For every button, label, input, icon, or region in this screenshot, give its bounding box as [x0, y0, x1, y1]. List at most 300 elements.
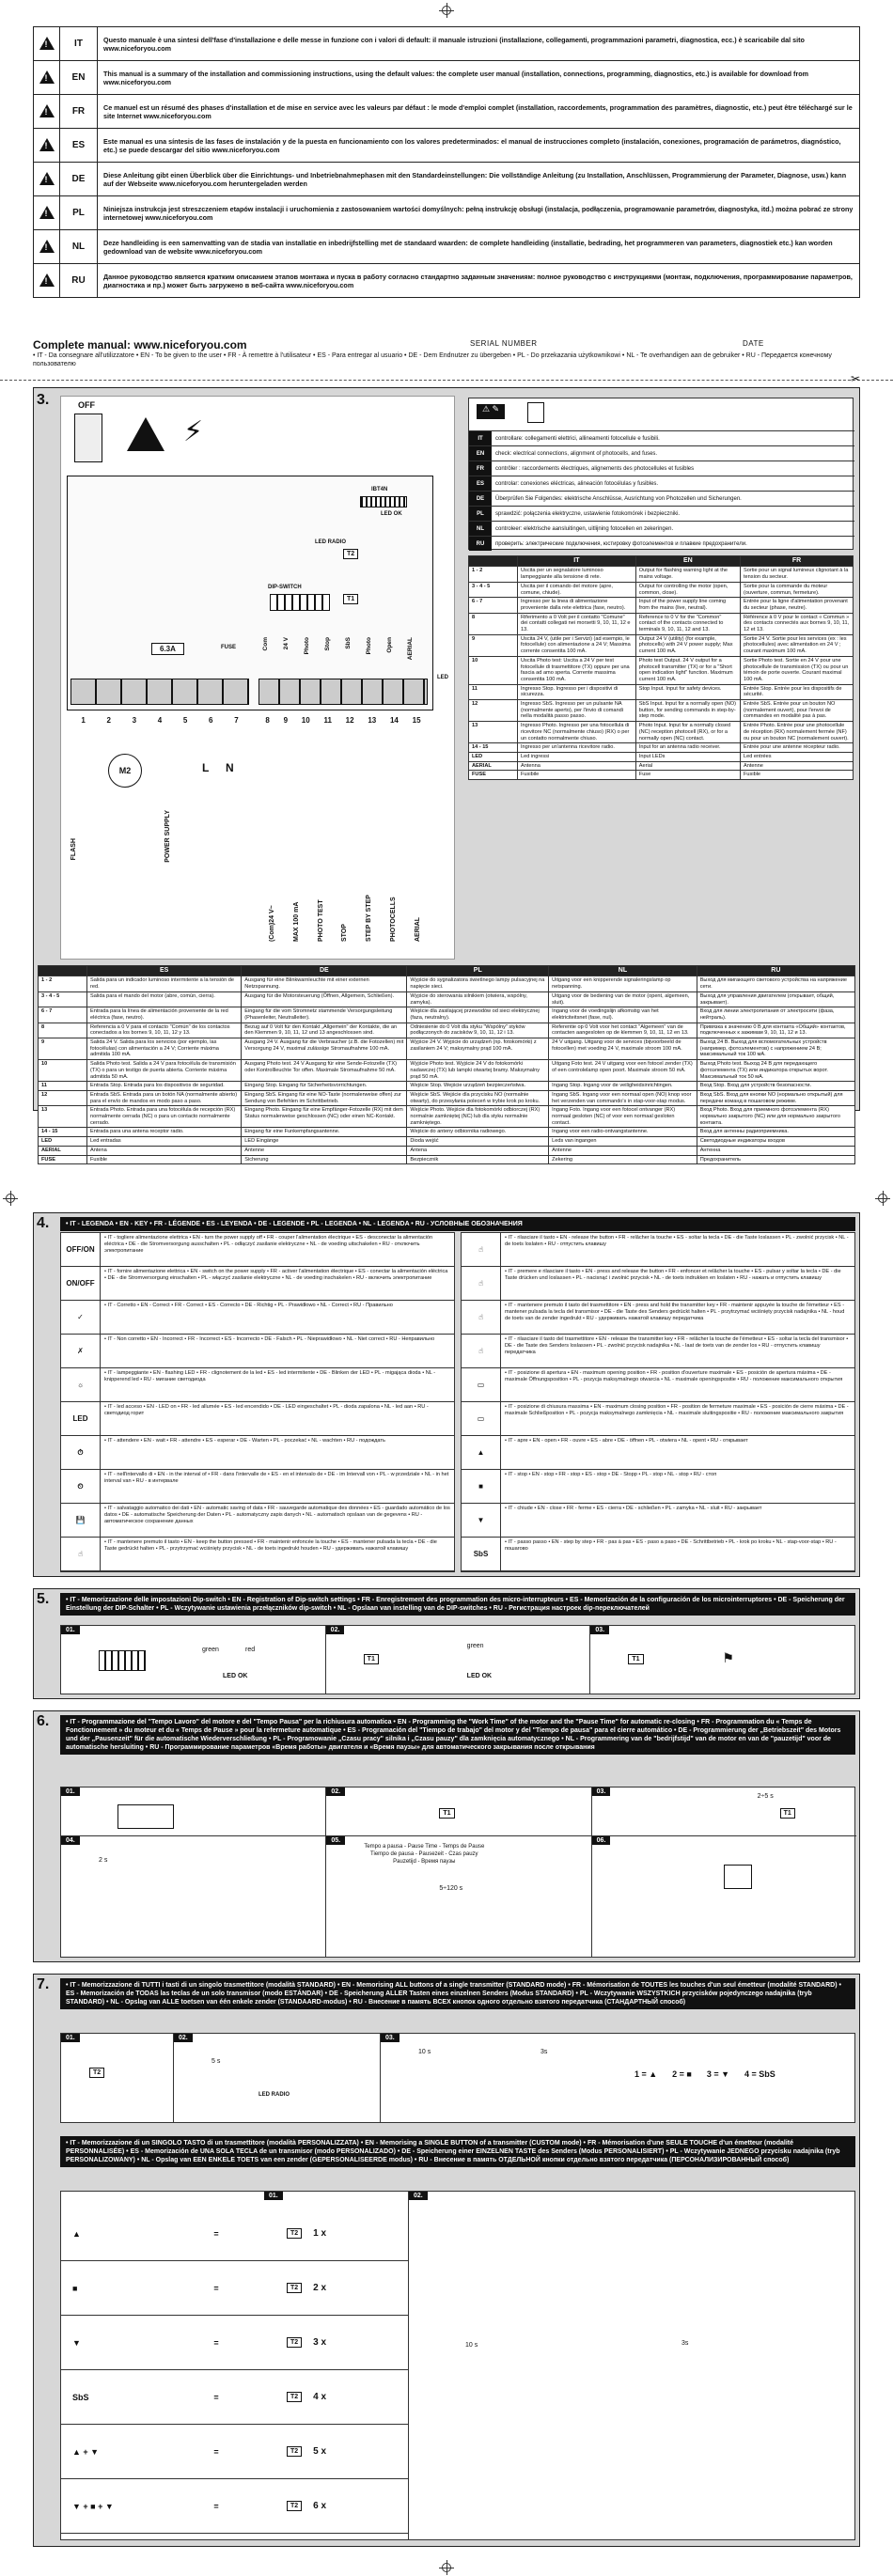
legend-text: • IT - attendere • EN - wait • FR - attendre • ES - esperar • DE - Warten • PL - poczekać • NL - wachten • RU - подождать [104, 1438, 385, 1444]
switch-icon [527, 402, 544, 423]
check-row-fr [469, 461, 854, 476]
table-row [469, 722, 854, 743]
table-cell: Led ingressi [518, 752, 636, 761]
table-cell: Riferimento a 0 Volt per il contatto "Comune" dei contatti collegati nei morsetti 9, 10, 11, 12 e 13. [518, 613, 636, 634]
check-text: Überprüfen Sie Folgendes: elektrische Anschlüsse, Ausrichtung von Photozellen und Sicherungen. [495, 495, 742, 502]
table-header: EN [635, 556, 740, 567]
scissors-icon: ✂ [851, 372, 861, 385]
ibt4n-connector [360, 496, 407, 507]
table-cell: Eingang Stop. Eingang für Sicherheitsvorrichtungen. [242, 1082, 407, 1091]
table-cell: Выход для управления двигателем (открывает, общий, закрывает). [697, 991, 854, 1007]
legend-row [61, 1538, 454, 1571]
table-row [469, 771, 854, 780]
check-text: contrôler : raccordements électriques, alignements des photocellules et fusibles [495, 465, 695, 472]
language-text: Questo manuale è una sintesi dell'fase d'installazione e delle messe in funzione con i valori di default: il manuale istruzioni (installazione, collegamenti, programmazioni parametri, diagnostica, ecc.) è scaricabile dal sito www.niceforyou.com [98, 27, 860, 61]
legend-left-column [60, 1232, 455, 1572]
terminal-key: 12 [469, 700, 518, 722]
legend-text: • IT - lampeggiante • EN - flashing LED • FR - clignotement de la led • ES - led intermitente • DE - Blinken der LED • PL - migająca dioda • NL - knipperend led • RU - мигание светодиода [104, 1370, 436, 1382]
power-supply-label: POWER SUPPLY [164, 810, 171, 863]
terminal-function-labels [260, 754, 430, 942]
warning-icon [34, 163, 60, 196]
green-label-2: green [466, 1643, 484, 1649]
registration-mark-top [442, 6, 451, 15]
check-panel [468, 398, 854, 550]
table-cell: Eingang Photo. Eingang für eine Empfänger-Fotozelle (RX) mit dem Status normalerweise geschlossen (NC) oder einen NC-Kontakt. [242, 1106, 407, 1128]
step-2: 02. T1 green LED OK [326, 1626, 591, 1694]
legend-icon: ☝ [462, 1233, 501, 1266]
legend-icon: ☝ [462, 1335, 501, 1367]
table-cell: Ausgang für eine Blinkwarnleuchte mit einer externen Netzspannung. [242, 976, 407, 991]
check-text: sprawdzić: połączenia elektryczne, ustawienie fotokomórek i bezpieczniki. [495, 510, 681, 517]
wait-10s-b: 10 s [465, 2342, 478, 2349]
complete-manual-title: Complete manual: www.niceforyou.com [33, 338, 247, 351]
dip-switch-icon [99, 1650, 146, 1671]
terminal-key: 3 - 4 - 5 [469, 582, 518, 597]
flash-label: FLASH [70, 838, 77, 861]
custom-mode-header: • IT - Memorizzazione di un SINGOLO TASTO di un trasmettitore (modalità PERSONALIZZATA) • EN - Memorising a SINGLE BUTTON of a transmitter (CUSTOM mode) • FR - Mémorisation d'une SEULE TOUCHE d'un émetteur (modalité PERSONNALISÉE) • ES - Memorización de UNA SOLA TECLA de un transmisor (modo PERSONALIZADO) • DE - Speicherung einer EINZELNEN TASTE des Senders (Modus PERSONALISIERT) • PL - Wczytywanie JEDNEGO przycisku nadajnika (tryb PERSONALIZOWANY) • NL - Opslag van EEN ENKELE TOETS van een zender (GEPERSONALISEERDE modus) • RU - Внесение в память ОТДЕЛЬНОЙ кнопки отдельно взятого передатчика (ПЕРСОНАЛИЗИРОВАННЫЙ способ) [60, 2136, 855, 2167]
equals-sign: = [213, 2446, 219, 2457]
language-row-pl [34, 196, 860, 230]
table-cell: Uscita per il comando del motore (apre, comune, chiude). [518, 582, 636, 597]
check-lang: EN [469, 446, 492, 461]
table-header: FR [741, 556, 854, 567]
wait-10s: 10 s [418, 2049, 431, 2055]
led-radio-label: LED RADIO [315, 539, 346, 545]
terminal-key: 1 - 2 [469, 567, 518, 582]
custom-symbol: ▼ + ■ + ▼ [72, 2501, 114, 2511]
control-board [67, 476, 433, 710]
legend-text: • IT - nell'intervallo di • EN - in the interval of • FR - dans l'intervalle de • ES - en el intervalo de • DE - im Intervall von • PL - w przedziale • NL - in het interval van • RU - в интервале [104, 1472, 449, 1484]
table-cell: Sortie pour un signal lumineux clignotant à la tension du secteur. [741, 567, 854, 582]
legend-row [462, 1538, 854, 1571]
step-1: 01. green red LED OK [61, 1626, 326, 1694]
table-cell: Выход для мигающего светового устройства на напряжение сети. [697, 976, 854, 991]
table-cell: Ausgang für die Motorsteuerung (Öffnen, Allgemein, Schließen). [242, 991, 407, 1007]
table-header: IT [518, 556, 636, 567]
wait-3s: 3s [540, 2049, 548, 2055]
date-label: DATE [743, 339, 764, 348]
led-ok-label-2: LED OK [466, 1673, 493, 1679]
legend-row [462, 1233, 854, 1267]
table-cell: Uscita per un segnalatore luminoso lampeggiante alla tensione di rete. [518, 567, 636, 582]
table-cell: Wejście SbS. Wejście dla przycisku NO (normalnie otwarty), do przesyłania poleceń w trybie krok po kroku. [407, 1090, 549, 1105]
terminal-key: 11 [39, 1082, 87, 1091]
t1-button-icon: T1 [364, 1654, 379, 1664]
table-cell: Вход Stop. Вход для устройств безопасности. [697, 1082, 854, 1091]
led-radio-label-2: LED RADIO [258, 2092, 290, 2098]
table-row [39, 1137, 855, 1147]
check-lang: NL [469, 522, 492, 536]
motor-m2: M2 [108, 754, 142, 788]
table-cell: Entrada Photo. Entrada para una fotocélula de recepción (RX) normalmente cerrada (NC) o para un contacto normalmente cerrado. [87, 1106, 242, 1128]
table-row [469, 598, 854, 613]
table-header [469, 556, 518, 567]
terminal-key: 10 [469, 656, 518, 684]
equals-sign: = [213, 2283, 219, 2293]
custom-symbol: ▲ [72, 2228, 81, 2239]
fuse-label: FUSE [221, 645, 237, 650]
custom-mode-steps: 01. ▲ = T2 1 x ■ = T2 2 x ▼ = T2 3 x SbS = T2 4 x ▲ + ▼ = T2 5 x ▼ + ■ + ▼ = T2 6 x 02. 10 s 3s [60, 2191, 855, 2540]
t2-button-icon: T2 [89, 2068, 104, 2078]
table-cell: Ingang Stop. Ingang voor de veiligheidsinrichtingen. [549, 1082, 697, 1091]
button-mapping-item: 3 = ▼ [706, 2069, 730, 2079]
terminal-short-label: Photo [304, 637, 310, 655]
custom-row [61, 2370, 409, 2425]
table-cell: Wejście Photo. Wejście dla fotokomórki odbiorczej (RX) normalnie zamkniętej (NC) lub dla styku normalnie zamkniętego. [407, 1106, 549, 1128]
legend-icon: ▲ [462, 1436, 501, 1469]
legend-row [61, 1402, 454, 1436]
button-mapping-item: 2 = ■ [672, 2069, 692, 2079]
check-lang: IT [469, 431, 492, 445]
check-text: controleer: elektrische aansluitingen, uitlijning fotocellen en zekeringen. [495, 525, 674, 532]
table-cell: Leds van ingangen [549, 1137, 697, 1147]
table-cell: Wejście do anteny odbiornika radiowego. [407, 1128, 549, 1137]
table-cell: Bezug auf 0 Volt für den Kontakt „Allgemein" der Kontakte, die an den Klemmen 9, 10, 11, 12 und 13 angeschlossen sind. [242, 1023, 407, 1038]
table-cell: Вход SbS. Вход для кнопки NO (нормально открытый) для передачи команд в пошаговом режиме. [697, 1090, 854, 1105]
check-row-nl [469, 521, 854, 536]
button-mapping [634, 2069, 776, 2079]
legend-text: • IT - stop • EN - stop • FR - stop • ES - stop • DE - Stopp • PL - stop • NL - stop • RU - стоп [505, 1472, 717, 1477]
section-6 [33, 1710, 860, 1962]
terminal-short-label: Stop [324, 637, 331, 651]
custom-symbol: ▲ + ▼ [72, 2446, 100, 2457]
terminal-numbers-left [70, 716, 249, 725]
table-cell: Entrée SbS. Entrée pour un bouton NO (normalement ouvert), pour l'envoi de commandes en modalité pas à pas. [741, 700, 854, 722]
custom-row [61, 2316, 409, 2370]
warning-icon [34, 196, 60, 230]
warning-icon [34, 27, 60, 61]
t2-button-icon: T2 [287, 2446, 302, 2457]
check-row-es [469, 476, 854, 491]
terminal-table-2 [38, 965, 855, 1164]
legend-icon: ☝ [462, 1267, 501, 1300]
table-cell: Wyjście 24 V. Wyjście do urządzeń (np. fotokomórki) z zasilaniem 24 V; maksymalny prąd 100 mA. [407, 1038, 549, 1060]
t1-button-icon-4: T1 [780, 1808, 795, 1819]
flag-icon: ⚑ [722, 1650, 734, 1665]
legend-text: • IT - mantenere premuto il tasto del trasmettitore • EN - press and hold the transmitter key • FR - maintenir appuyée la touche de l'émetteur • ES - mantener pulsada la tecla del transmisor • DE - die Taste des Senders gedrückt halten • PL - przytrzymać wciśnięty przycisk nadajnika • NL - houd de toets van de zender ingedrukt • RU - удерживать нажатой клавишу передатчика [505, 1303, 845, 1321]
legend-icon: ON/OFF [61, 1267, 101, 1300]
terminal-key: 3 - 4 - 5 [39, 991, 87, 1007]
check-text: controlar: conexiones eléctricas, alineación fotocélulas y fusibles. [495, 480, 659, 487]
terminal-key: AERIAL [39, 1146, 87, 1155]
breaker-icon [74, 414, 102, 462]
legend-header: • IT - LEGENDA • EN - KEY • FR - LÉGENDE • ES - LEYENDA • DE - LEGENDE • PL - LEGENDA • NL - LEGENDA • RU - УСЛОВНЫЕ ОБОЗНАЧЕНИЯ [60, 1217, 855, 1231]
t1-button[interactable]: T1 [343, 594, 358, 604]
legend-text: • IT - rilasciare il tasto del trasmettitore • EN - release the transmitter key • FR - relâcher la touche de l'émetteur • ES - soltar la tecla del transmisor • DE - die Taste des Senders loslassen • PL - zwolnić przycisk nadajnika • NL - laat de toets van de zender los • RU - отпустить клавишу передатчика [505, 1336, 849, 1355]
legend-row [61, 1436, 454, 1470]
table-cell: Ingresso Photo. Ingresso per una fotocellula di ricevitore NC (normalmente chiuso) (RX) o per un contatto normalmente chiuso. [518, 722, 636, 743]
table-cell: Fusible [741, 771, 854, 780]
table-row [39, 1090, 855, 1105]
equals-sign: = [213, 2228, 219, 2239]
table-cell: Output 24 V (utility) (for example, photocells) with 24 V power supply; Max current 100 mA. [635, 634, 740, 656]
table-cell: Ingang voor de voedingslijn afkomstig van het elektriciteitsnet (fase, nul). [549, 1007, 697, 1023]
table-cell: Ausgang Photo test. 24 V Ausgang für eine Sende-Fotozelle (TX) oder Kontrollleuchte Tor offen. Maximale Stromaufnahme 50 mA. [242, 1060, 407, 1082]
table-cell: Антенна [697, 1146, 854, 1155]
terminal-key: 8 [469, 613, 518, 634]
legend-icon: LED [61, 1402, 101, 1435]
table-header: NL [549, 966, 697, 976]
legend-row [61, 1504, 454, 1538]
wait-5s: 5 s [212, 2058, 221, 2065]
warning-icon [127, 417, 164, 451]
legend-icon: ⏲ [61, 1470, 101, 1503]
legend-row [61, 1470, 454, 1504]
table-cell: Referencia a 0 V para el contacto "Común" de los contactos conectados a los bornes 9, 10, 11, 12 y 13. [87, 1023, 242, 1038]
legend-text: • IT - togliere alimentazione elettrica • EN - turn the power supply off • FR - couper l'alimentation électrique • ES - desconectar la alimentación eléctrica • DE - die Stromversorgung ausschalten • PL - odłączyć zasilanie elektryczne • NL - de voeding uitschakelen • RU - отключить электропитание [104, 1235, 433, 1254]
terminal-number: 3 [132, 716, 137, 725]
table-row [39, 991, 855, 1007]
table-cell: Предохранитель [697, 1155, 854, 1164]
table-cell: Sicherung [242, 1155, 407, 1164]
check-row-ru [469, 536, 854, 551]
check-text: controllare: collegamenti elettrici, allineamenti fotocellule e fusibili. [495, 435, 660, 442]
legend-text: • IT - chiude • EN - close • FR - ferme • ES - cierra • DE - schließen • PL - zamyka • NL - sluit • RU - закрывает [505, 1506, 762, 1511]
custom-symbol: ■ [72, 2283, 78, 2293]
table-row [39, 1155, 855, 1164]
registration-mark-bottom [442, 2563, 451, 2572]
legend-icon: ▭ [462, 1402, 501, 1435]
terminal-key: 12 [39, 1090, 87, 1105]
time-2-5s: 2÷5 s [757, 1793, 774, 1800]
dip-switch-label: DIP-SWITCH [268, 585, 302, 590]
table-cell: Photo test Output. 24 V output for a photocell transmitter (TX) or for a "Short open indication light" function. Maximum current 100 mA. [635, 656, 740, 684]
language-row-ru [34, 264, 860, 298]
legend-row [462, 1368, 854, 1402]
section-4-number: 4. [37, 1215, 50, 1231]
custom-row [61, 2479, 409, 2534]
table-cell: Ingang voor een radio-ontvangstantenne. [549, 1128, 697, 1137]
table-cell: Ausgang 24 V. Ausgang für die Verbraucher (z.B. die Fotozellen) mit Versorgung 24 V, maximal zulässige Stromaufnahme 100 mA. [242, 1038, 407, 1060]
table-cell: Eingang für eine Funkempfangsantenne. [242, 1128, 407, 1137]
check-rows [469, 430, 854, 551]
language-text: Ce manuel est un résumé des phases d'installation et de mise en service avec les valeurs par défaut : le mode d'emploi complet (installation, raccordements, programmation des paramètres, diagnostic, etc.) peut être téléchargé sur le site Internet www.niceforyou.com [98, 95, 860, 129]
terminal-key: 6 - 7 [469, 598, 518, 613]
terminal-number: 7 [234, 716, 239, 725]
table-cell: Led entradas [87, 1137, 242, 1147]
terminal-key: AERIAL [469, 761, 518, 771]
legend-row [462, 1335, 854, 1368]
tools-icon: ⚠ ✎ [477, 404, 505, 419]
terminal-function-label: PHOTO TEST [317, 899, 324, 942]
red-label: red [245, 1647, 256, 1653]
dip-switch[interactable] [270, 594, 330, 611]
press-count: 2 x [313, 2283, 327, 2293]
table-row [469, 634, 854, 656]
t2-button[interactable]: T2 [343, 549, 358, 559]
table-row [469, 613, 854, 634]
standard-mode-header: • IT - Memorizzazione di TUTTI i tasti di un singolo trasmettitore (modalità STANDARD) • EN - Memorising ALL buttons of a single transmitter (STANDARD mode) • FR - Mémorisation de TOUTES les touches d'un seul émetteur (modalité STANDARD) • ES - Memorización de TODAS las teclas de un solo transmisor (modo ESTÁNDAR) • DE - Speicherung ALLER Tasten eines einzelnen Senders (Modus STANDARD) • PL - Wczytywanie WSZYSTKICH przycisków pojedynczego nadajnika (tryb STANDARD) • NL - Opslag van ALLE toetsen van één enkele zender (STANDAARD-modus) • RU - Внесение в память ВСЕХ кнопок одного отдельно взятого передатчика (СТАНДАРТНЫЙ способ) [60, 1978, 855, 2009]
custom-symbol: ▼ [72, 2337, 81, 2348]
legend-row [61, 1301, 454, 1335]
table-cell: Odniesienie do 0 Volt dla styku "Wspólny" styków podłączonych do zacisków 9, 10, 11, 12 i 13. [407, 1023, 549, 1038]
step-row-2: 04. 2 s 05. Tempo a pausa - Pause Time - Temps de Pause Tiempo de pausa - Pausezeit - Czas pauzy Pauzetijd - Время паузы 5÷120 s 06. [61, 1836, 856, 1957]
legend-icon: ☝ [462, 1301, 501, 1334]
table-cell: Ingresso SbS. Ingresso per un pulsante NA (normalmente aperto), per l'invio di comandi nella modalità passo passo. [518, 700, 636, 722]
serial-number-label: SERIAL NUMBER [470, 339, 538, 348]
terminal-short-label: AERIAL [407, 637, 414, 661]
legend-row [462, 1436, 854, 1470]
terminal-numbers-right [258, 716, 428, 725]
terminal-function-label: STOP [341, 924, 349, 942]
table-cell: Zekering [549, 1155, 697, 1164]
language-code: IT [60, 27, 98, 61]
table-cell: Uitgang Foto test. 24 V uitgang voor een fotocel zender (TX) of een controlelamp open poort. Maximale stroom 50 mA. [549, 1060, 697, 1082]
terminal-block-right [258, 679, 428, 705]
table-row [469, 700, 854, 722]
language-code: PL [60, 196, 98, 230]
equals-sign: = [213, 2501, 219, 2511]
table-cell: Ingang SbS. Ingang voor een normaal open (NO) knop voor het verzenden van commando's in stap-voor-stap modus. [549, 1090, 697, 1105]
check-lang: ES [469, 476, 492, 491]
terminal-key: 9 [469, 634, 518, 656]
section-7 [33, 1974, 860, 2547]
gate-icon-2 [724, 1865, 752, 1889]
table-cell: Ingang Foto. Ingang voor een fotocel ontvanger (RX) normaal gesloten (NC) of voor een normaal gesloten contact. [549, 1106, 697, 1128]
off-label: OFF [78, 400, 95, 410]
custom-symbol: SbS [72, 2392, 89, 2402]
legend-row [462, 1301, 854, 1335]
table-cell: Entrée pour la ligne d'alimentation provenant du secteur (phase, neutre). [741, 598, 854, 613]
language-text: Данное руководство является кратким описанием этапов монтажа и пуска в работу согласно стандартно заданным значениям: полное руководство с инструкциями (монтаж, подключения, программирование параметров, диагностика и пр.) может быть загружено в веб-сайта www.niceforyou.com [98, 264, 860, 298]
terminal-number: 11 [323, 716, 332, 725]
table-header: ES [87, 966, 242, 976]
check-row-it [469, 430, 854, 445]
language-text: Deze handleiding is een samenvatting van de stadia van installatie en inbedrijfstelling met de standaard waarden: de complete handleiding (installatie, bedrading, het programmeren van parameters, diagnostiek etc.) kan worden gedownload van de website www.niceforyou.com [98, 230, 860, 264]
table-row [39, 1023, 855, 1038]
table-cell: Output for flashing warning light at the mains voltage. [635, 567, 740, 582]
check-lang: PL [469, 507, 492, 521]
l-label: L [202, 761, 210, 774]
table-header: PL [407, 966, 549, 976]
led-ok-label: LED OK [223, 1673, 248, 1679]
language-text: Este manual es una síntesis de las fases de instalación y de la puesta en funcionamiento con los valores predeterminados: el manual de instrucciones completo (instalación, conexiones, programación de parámetros, diagnóstico, etc.) se puede descargar del sitio www.niceforyou.com [98, 129, 860, 163]
table-cell: 24 V uitgang. Uitgang voor de services (bijvoorbeeld de fotocellen) met voeding 24 V, maximale stroom 100 mA. [549, 1038, 697, 1060]
terminal-key: FUSE [469, 771, 518, 780]
legend-text: • IT - apre • EN - open • FR - ouvre • ES - abre • DE - öffnen • PL - otwiera • NL - opent • RU - открывает [505, 1438, 748, 1444]
terminal-number: 4 [157, 716, 163, 725]
table-cell: Uscita Photo test: Uscita a 24 V per test fotocellule di trasmettitore (TX) oppure per una fascia ad amo sperta. Corrente massima consentita 100 mA. [518, 656, 636, 684]
table-cell: LED Eingänge [242, 1137, 407, 1147]
legend-icon: ☝ [61, 1538, 101, 1570]
table-cell: Bezpiecznik [407, 1155, 549, 1164]
table-cell: Привязка к значению 0 В для контакта «Общий» контактов, подключенных к зажимам 9, 10, 11, 12 и 13. [697, 1023, 854, 1038]
section-6-number: 6. [37, 1713, 50, 1729]
ibt4n-label: IBT4N [371, 487, 388, 492]
section-7-number: 7. [37, 1976, 50, 1992]
table-cell: Photo Input. Input for a normally closed (NC) reception photocell (RX), or for a normally open (NC) contact. [635, 722, 740, 743]
table-cell: Antena [407, 1146, 549, 1155]
terminal-number: 14 [389, 716, 399, 725]
table-cell: Output for controlling the motor (open, common, close). [635, 582, 740, 597]
legend-text: • IT - premere e rilasciare il tasto • EN - press and release the button • FR - enfoncer et relâcher la touche • ES - pulsar y soltar la tecla • DE - die Taste drücken und loslassen • PL - nacisnąć i zwolnić przycisk • NL - de toets indrukken en loslaten • RU - нажать и отпустить клавишу [505, 1269, 841, 1281]
check-lang: RU [469, 537, 492, 551]
language-text: Niniejsza instrukcja jest streszczeniem etapów instalacji i uruchomienia z zastosowaniem wartości domyślnych: pełną instrukcję obsługi (instalacja, podłączenia, programowanie parametrów, diagnostyka, itd.) można pobrać ze strony internetowej www.niceforyou.com [98, 196, 860, 230]
table-cell: Reference to 0 V for the "Common" contact of the contacts connected to terminals 9, 10, 11, 12 and 13. [635, 613, 740, 634]
lightning-icon: ⚡ [183, 416, 204, 447]
press-count: 4 x [313, 2392, 327, 2402]
terminal-key: 13 [469, 722, 518, 743]
terminal-key: 13 [39, 1106, 87, 1128]
table-cell: Salida para un indicador luminoso intermitente a la tensión de red. [87, 976, 242, 991]
legend-icon: ▼ [462, 1504, 501, 1537]
button-mapping-item: 1 = ▲ [634, 2069, 658, 2079]
terminal-block-left [70, 679, 249, 705]
legend-icon: OFF/ON [61, 1233, 101, 1266]
terminal-key: 14 - 15 [469, 743, 518, 753]
table-cell: Sortie Photo test. Sortie en 24 V pour une photocellule de transmission (TX) ou pour un témoin de porte ouverte. Courant maximal 100 mA. [741, 656, 854, 684]
section-3 [33, 387, 860, 1163]
legend-icon: ■ [462, 1470, 501, 1503]
table-cell: Fusibile [518, 771, 636, 780]
step-row-1: 01. 02. T1 03. 2÷5 s T1 [61, 1788, 856, 1836]
language-code: EN [60, 61, 98, 95]
legend-text: • IT - posizione di chiusura massima • EN - maximum closing position • FR - position de fermeture maximale • ES - posición de cierre máxima • DE - maximale Schließposition • PL - pozycja maksymalnego zamknięcia • NL - maximale sluitingspositie • RU - положение максимального закрытия [505, 1404, 849, 1416]
table-row [39, 1082, 855, 1091]
t2-button-icon: T2 [287, 2337, 302, 2348]
table-row [469, 761, 854, 771]
table-row [39, 1060, 855, 1082]
button-mapping-item: 4 = SbS [744, 2069, 776, 2079]
cut-line [0, 380, 893, 381]
check-text: проверить: электрические подключения, юстировку фотоэлементов и плавкие предохранители. [495, 540, 747, 547]
table-cell: Ingresso per la linea di alimentazione proveniente dalla rete elettrica (fase, neutro). [518, 598, 636, 613]
t2-button-icon: T2 [287, 2501, 302, 2511]
language-text: Diese Anleitung gibt einen Überblick über die Einrichtungs- und Inbetriebnahmephasen mit den Standardeinstellungen: Die vollständige Anleitung (zu Installation, Anschlüssen, Programmierung der Parameter, Diagnose, usw.) kann auf der Webseite www.niceforyou.com heruntergeladen werden [98, 163, 860, 196]
terminal-table-1 [468, 555, 854, 780]
terminal-key: 8 [39, 1023, 87, 1038]
table-cell: Uitgang voor een knipperende signaleringslamp op netspanning. [549, 976, 697, 991]
table-cell: Wejście dla zasilającej przewodów od sieci elektrycznej (faza, neutralny). [407, 1007, 549, 1023]
work-time-header: • IT - Programmazione del "Tempo Lavoro" del motore e del "Tempo Pausa" per la richiusura automatica • EN - Programming the "Work Time" of the motor and the "Pause Time" for automatic re-closing • FR - Programmation du « Temps de Fonctionnement » du moteur et du « Temps de Pause » pour la refermeture automatique • ES - Programación del "Tiempo de trabajo" del motor y del "Tiempo de pausa" para el cierre automático • DE - Programmierung der „Betriebszeit" des Motors und der „Pausenzeit" für die automatische Wiederverschließung • PL - Programowanie „Czasu pracy" silnika i „Czasu pauzy" dla zamknięcia automatycznego • NL - Programmering van de "bedrijfstijd" van de motor en van de "pauzetijd" voor de automatische hersluiting • RU - Программирование параметров «Время работы» двигателя и «Время паузы» для автоматического закрывания после открывания [60, 1715, 855, 1755]
language-row-de [34, 163, 860, 196]
legend-text: • IT - rilasciare il tasto • EN - release the button • FR - relâcher la touche • ES - soltar la tecla • DE - die Taste loslassen • PL - zwolnić przycisk • NL - de toets loslaten • RU - отпустить клавишу [505, 1235, 849, 1247]
table-cell: Entrada para la línea de alimentación proveniente de la red eléctrica (fase, neutro). [87, 1007, 242, 1023]
t2-button-icon: T2 [287, 2228, 302, 2239]
led-ok-label: LED OK [381, 511, 402, 517]
table-cell: Input LEDs [635, 752, 740, 761]
table-cell: Input of the power supply line coming from the mains (live, neutral). [635, 598, 740, 613]
section-5-steps [60, 1625, 855, 1694]
terminal-key: 6 - 7 [39, 1007, 87, 1023]
language-text: This manual is a summary of the installation and commissioning instructions, using the default values: the complete user manual (installation, connections, programming, diagnostics, etc.) is available for download from www.niceforyou.com [98, 61, 860, 95]
standard-mode-steps: 01. T2 02. LED RADIO 5 s 03. 10 s 3s 1 = ▲ 2 = ■ 3 = ▼ 4 = SbS [60, 2033, 855, 2123]
table-row [469, 582, 854, 597]
equals-sign: = [213, 2392, 219, 2402]
terminal-number: 6 [209, 716, 213, 725]
dip-registration-header: • IT - Memorizzazione delle impostazioni Dip-switch • EN - Registration of Dip-switch settings • FR - Enregistrement des programmation des micro-interrupteurs • ES - Memorización de la configuración de los microinterruptores • DE - Speicherung der Einstellung der DIP-Schalter • PL - Wczytywanie ustawienia przełączników dip-switch • NL - Opslaan van instelling van de DIP-switches • RU - Регистрация настроек dip-переключателей [60, 1593, 855, 1616]
language-code: RU [60, 264, 98, 298]
terminal-key: 14 - 15 [39, 1128, 87, 1137]
legend-row [61, 1335, 454, 1368]
section-5-number: 5. [37, 1591, 50, 1607]
check-lang: DE [469, 492, 492, 506]
terminal-function-label: STEP BY STEP [366, 895, 373, 942]
terminal-short-label: Photo [366, 637, 372, 655]
table-header: DE [242, 966, 407, 976]
equals-sign: = [213, 2337, 219, 2348]
table-cell: Вход для антенны радиоприемника. [697, 1128, 854, 1137]
terminal-key: 9 [39, 1038, 87, 1060]
table-cell: Выход Photo test. Выход 24 В для передающего фотоэлемента (TX) или индикатора открытых ворот. Максимальный ток 50 мА. [697, 1060, 854, 1082]
custom-row [61, 2261, 409, 2316]
table-cell: Salida 24 V. Salida para los servicios (por ejemplo, las fotocélulas) con alimentación a 24 V; Corriente máxima admitida 100 mA. [87, 1038, 242, 1060]
press-count: 1 x [313, 2228, 327, 2239]
wiring-diagram [60, 396, 455, 960]
table-cell: Référence à 0 V pour le contact « Commun » des contacts connectés aux bornes 9, 10, 11, 12 et 13. [741, 613, 854, 634]
language-row-nl [34, 230, 860, 264]
wait-3s-b: 3s [682, 2340, 689, 2347]
